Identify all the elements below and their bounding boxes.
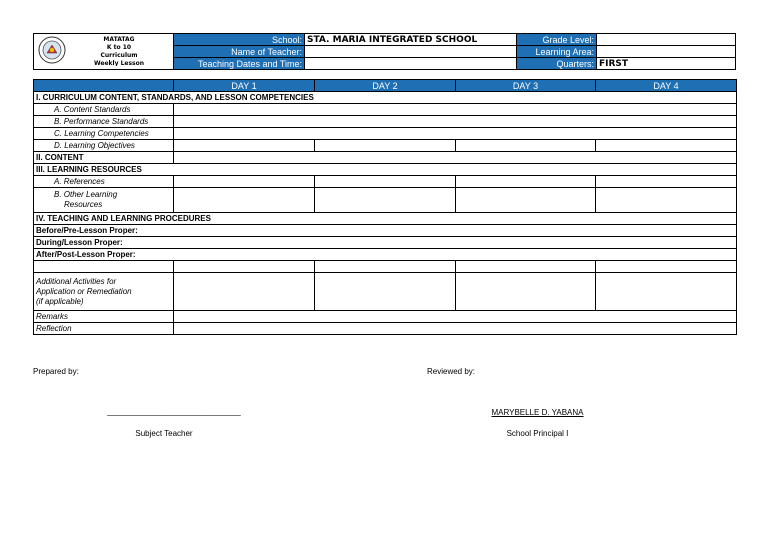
cell-content[interactable] [174, 152, 737, 164]
section-procedures: IV. TEACHING AND LEARNING PROCEDURES [34, 213, 737, 225]
teacher-label: Name of Teacher: [174, 46, 305, 58]
row-reflection: Reflection [34, 323, 174, 335]
prepared-by-label: Prepared by: [33, 367, 79, 376]
cell-additional-day3[interactable] [456, 273, 596, 311]
day-1-header: DAY 1 [174, 80, 315, 92]
row-after-lesson: After/Post-Lesson Proper: [34, 249, 737, 261]
day-3-header: DAY 3 [456, 80, 596, 92]
cell-learning-competencies[interactable] [174, 128, 737, 140]
day-4-header: DAY 4 [596, 80, 737, 92]
row-remarks: Remarks [34, 311, 174, 323]
area-value[interactable] [597, 46, 736, 58]
row-content-standards: A. Content Standards [34, 104, 174, 116]
deped-seal-icon [38, 36, 66, 64]
day-2-header: DAY 2 [315, 80, 456, 92]
quarters-label: Quarters: [517, 58, 597, 70]
row-performance-standards: B. Performance Standards [34, 116, 174, 128]
cell-objectives-day2[interactable] [315, 140, 456, 152]
section-curriculum: I. CURRICULUM CONTENT, STANDARDS, AND LESSON COMPETENCIES [34, 92, 737, 104]
school-label: School: [174, 34, 305, 46]
row-before-lesson: Before/Pre-Lesson Proper: [34, 225, 737, 237]
row-other-resources: B. Other Learning Resources [34, 188, 174, 213]
header-table [33, 33, 736, 70]
cell-objectives-day4[interactable] [596, 140, 737, 152]
row-additional-activities: Additional Activities for Application or Remediation (if applicable) [34, 273, 174, 311]
cell-other-day3[interactable] [456, 188, 596, 213]
teacher-value[interactable] [305, 46, 517, 58]
section-learning-resources: III. LEARNING RESOURCES [34, 164, 737, 176]
cell-objectives-day3[interactable] [456, 140, 596, 152]
cell-remarks[interactable] [174, 311, 737, 323]
cell-blank-day1[interactable] [174, 261, 315, 273]
cell-objectives-day1[interactable] [174, 140, 315, 152]
area-label: Learning Area: [517, 46, 597, 58]
cell-performance-standards[interactable] [174, 116, 737, 128]
principal-name: MARYBELLE D. YABANA [491, 408, 584, 417]
reviewed-by-label: Reviewed by: [427, 367, 476, 376]
grade-label: Grade Level: [517, 34, 597, 46]
dates-label: Teaching Dates and Time: [174, 58, 305, 70]
cell-blank-day2[interactable] [315, 261, 456, 273]
cell-blank-day3[interactable] [456, 261, 596, 273]
cell-content-standards[interactable] [174, 104, 737, 116]
row-during-lesson: During/Lesson Proper: [34, 237, 737, 249]
cell-reflection[interactable] [174, 323, 737, 335]
row-references: A. References [34, 176, 174, 188]
corner-cell [34, 80, 174, 92]
cell-blank-day4[interactable] [596, 261, 737, 273]
day-header-row [34, 80, 737, 92]
teacher-signature-line: ______________________________ [107, 407, 241, 416]
cell-additional-day4[interactable] [596, 273, 737, 311]
row-learning-competencies: C. Learning Competencies [34, 128, 174, 140]
section-content: II. CONTENT [34, 152, 174, 164]
cell-references-day2[interactable] [315, 176, 456, 188]
cell-references-day3[interactable] [456, 176, 596, 188]
school-value[interactable]: STA. MARIA INTEGRATED SCHOOL [305, 34, 517, 46]
logo-cell [34, 34, 174, 70]
row-blank [34, 261, 174, 273]
logo-text: MATATAG K to 10 Curriculum Weekly Lesson [93, 36, 145, 66]
cell-other-day2[interactable] [315, 188, 456, 213]
cell-other-day4[interactable] [596, 188, 737, 213]
cell-other-day1[interactable] [174, 188, 315, 213]
cell-additional-day2[interactable] [315, 273, 456, 311]
cell-additional-day1[interactable] [174, 273, 315, 311]
row-learning-objectives: D. Learning Objectives [34, 140, 174, 152]
cell-references-day4[interactable] [596, 176, 737, 188]
principal-title: School Principal I [506, 429, 569, 438]
cell-references-day1[interactable] [174, 176, 315, 188]
teacher-title: Subject Teacher [135, 429, 193, 438]
grade-value[interactable] [597, 34, 736, 46]
dates-value[interactable] [305, 58, 517, 70]
quarters-value[interactable]: FIRST [597, 58, 736, 70]
lesson-plan-table [33, 79, 737, 335]
